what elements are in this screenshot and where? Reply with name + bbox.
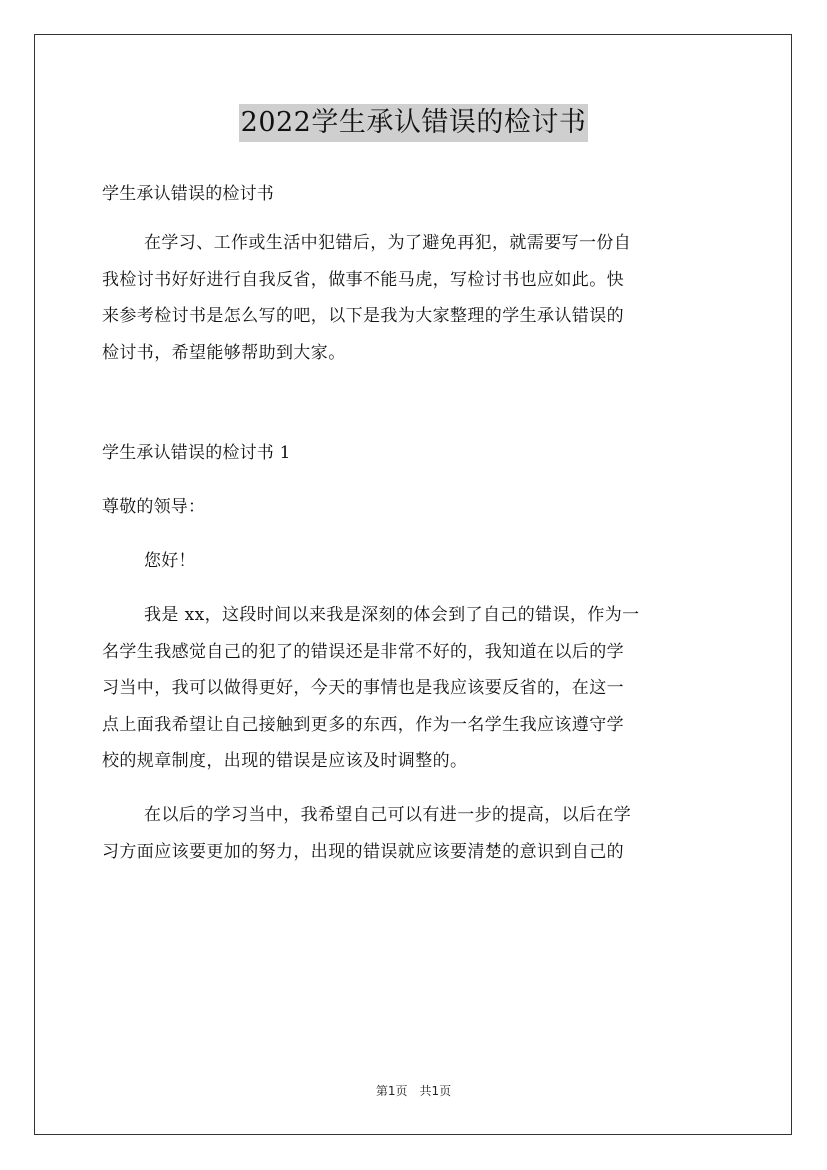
section-heading: 学生承认错误的检讨书 1 bbox=[102, 443, 291, 463]
page-number: 第1页 共1页 bbox=[375, 1084, 452, 1098]
salutation: 尊敬的领导： bbox=[102, 497, 206, 517]
intro-line: 检讨书，希望能够帮助到大家。 bbox=[102, 342, 346, 363]
subtitle: 学生承认错误的检讨书 bbox=[102, 184, 274, 204]
document-body bbox=[102, 176, 726, 870]
body-paragraph-2 bbox=[102, 797, 726, 870]
body-line: 点上面我希望让自己接触到更多的东西，作为一名学生我应该遵守学 bbox=[102, 714, 624, 735]
intro-line: 在学习、工作或生活中犯错后，为了避免再犯，就需要写一份自 bbox=[144, 233, 632, 253]
body-paragraph-1 bbox=[102, 597, 726, 780]
intro-line: 来参考检讨书是怎么写的吧，以下是我为大家整理的学生承认错误的 bbox=[102, 306, 624, 326]
body-line: 校的规章制度，出现的错误是应该及时调整的。 bbox=[102, 751, 468, 772]
body-line: 习当中，我可以做得更好，今天的事情也是我应该要反省的，在这一 bbox=[102, 678, 624, 699]
body-line: 我是 xx，这段时间以来我是深刻的体会到了自己的错误，作为一 bbox=[144, 605, 640, 625]
document-title bbox=[0, 104, 827, 142]
page-footer bbox=[0, 1082, 827, 1099]
greeting: 您好！ bbox=[144, 551, 196, 571]
document-title-text: 2022学生承认错误的检讨书 bbox=[239, 104, 589, 142]
intro-paragraph bbox=[102, 225, 726, 371]
body-line: 习方面应该要更加的努力，出现的错误就应该要清楚的意识到自己的 bbox=[102, 841, 624, 862]
body-line: 名学生我感觉自己的犯了的错误还是非常不好的，我知道在以后的学 bbox=[102, 641, 624, 662]
intro-line: 我检讨书好好进行自我反省，做事不能马虎，写检讨书也应如此。快 bbox=[102, 269, 624, 290]
body-line: 在以后的学习当中，我希望自己可以有进一步的提高，以后在学 bbox=[144, 804, 632, 825]
